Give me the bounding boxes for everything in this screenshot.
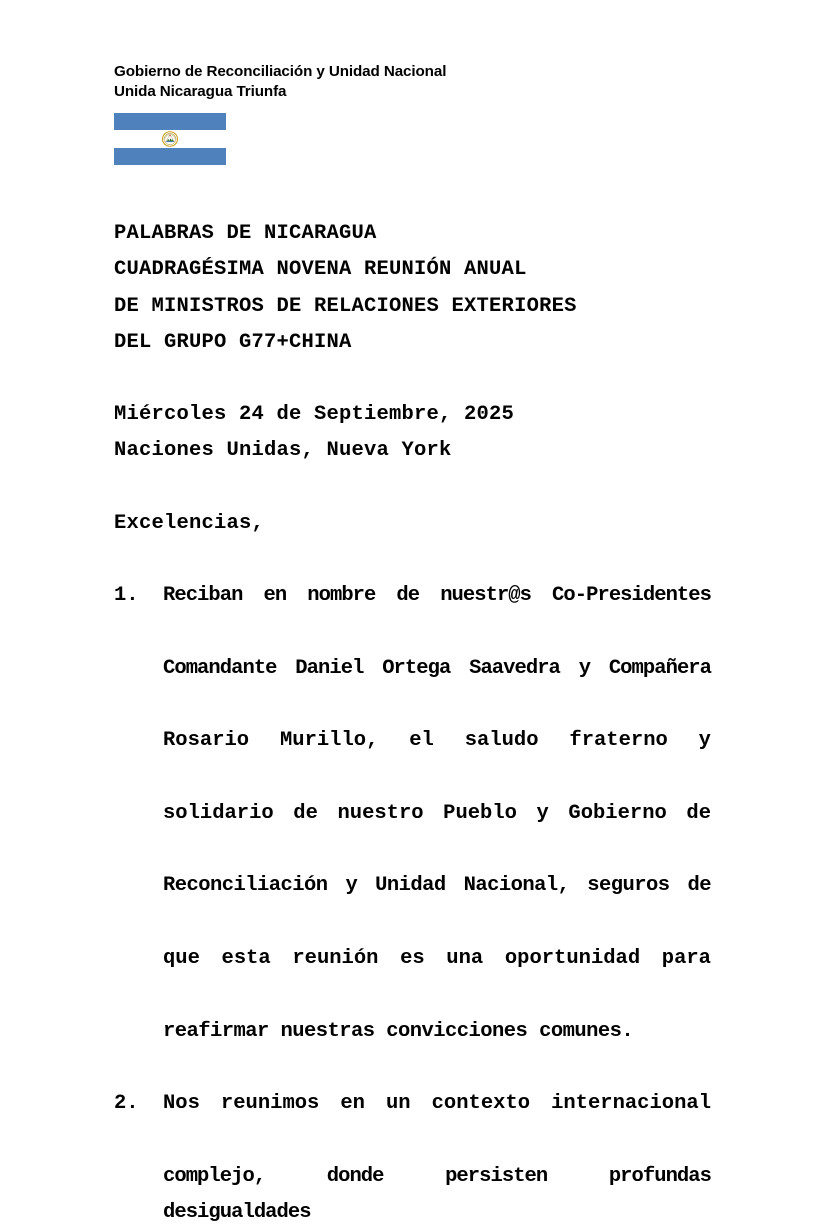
numbered-paragraph-1 <box>114 578 711 1050</box>
paragraph-2-line-2: complejo, donde persisten profundas desigualdades <box>163 1164 723 1224</box>
paragraph-number-1: 1. <box>114 584 139 608</box>
flag-band-top <box>114 113 226 130</box>
letterhead <box>114 62 754 102</box>
paragraph-text-2 <box>163 1086 723 1231</box>
paragraph-number-2: 2. <box>114 1091 139 1115</box>
nicaragua-flag-icon <box>114 113 226 165</box>
paragraph-1-line-2: Comandante Daniel Ortega Saavedra y Compañera <box>163 656 711 680</box>
document-body <box>114 216 723 1231</box>
speech-location: Naciones Unidas, Nueva York <box>114 439 452 463</box>
salutation: Excelencias, <box>114 511 265 535</box>
title-line-2: CUADRAGÉSIMA NOVENA REUNIÓN ANUAL <box>114 258 527 282</box>
speech-title-block <box>114 216 711 361</box>
paragraph-1-line-3: Rosario Murillo, el saludo fraterno y <box>163 729 711 753</box>
letterhead-line-2: Unida Nicaragua Triunfa <box>114 83 287 100</box>
flag-band-middle <box>114 130 226 147</box>
flag-band-bottom <box>114 148 226 165</box>
paragraph-1-line-7: reafirmar nuestras convicciones comunes. <box>163 1019 634 1043</box>
paragraph-text-1 <box>163 578 711 1050</box>
speech-date: Miércoles 24 de Septiembre, 2025 <box>114 403 515 427</box>
title-line-3: DE MINISTROS DE RELACIONES EXTERIORES <box>114 294 577 318</box>
paragraph-1-line-6: que esta reunión es una oportunidad para <box>163 947 711 971</box>
paragraph-1-line-4: solidario de nuestro Pueblo y Gobierno de <box>163 801 711 825</box>
paragraph-1-line-1: Reciban en nombre de nuestr@s Co-Presidentes <box>163 584 711 608</box>
letterhead-line-1: Gobierno de Reconciliación y Unidad Nacional <box>114 63 447 80</box>
paragraph-2-line-1: Nos reunimos en un contexto internacional <box>163 1091 711 1115</box>
nicaragua-coat-of-arms-icon <box>158 129 182 149</box>
spacer-after-title <box>114 361 711 397</box>
paragraph-1-line-5: Reconciliación y Unidad Nacional, seguros de <box>163 874 711 898</box>
spacer-after-meta <box>114 470 711 506</box>
title-line-4: DEL GRUPO G77+CHINA <box>114 330 352 354</box>
meta-block <box>114 397 711 470</box>
title-line-1: PALABRAS DE NICARAGUA <box>114 222 377 245</box>
numbered-paragraph-2 <box>114 1086 723 1231</box>
